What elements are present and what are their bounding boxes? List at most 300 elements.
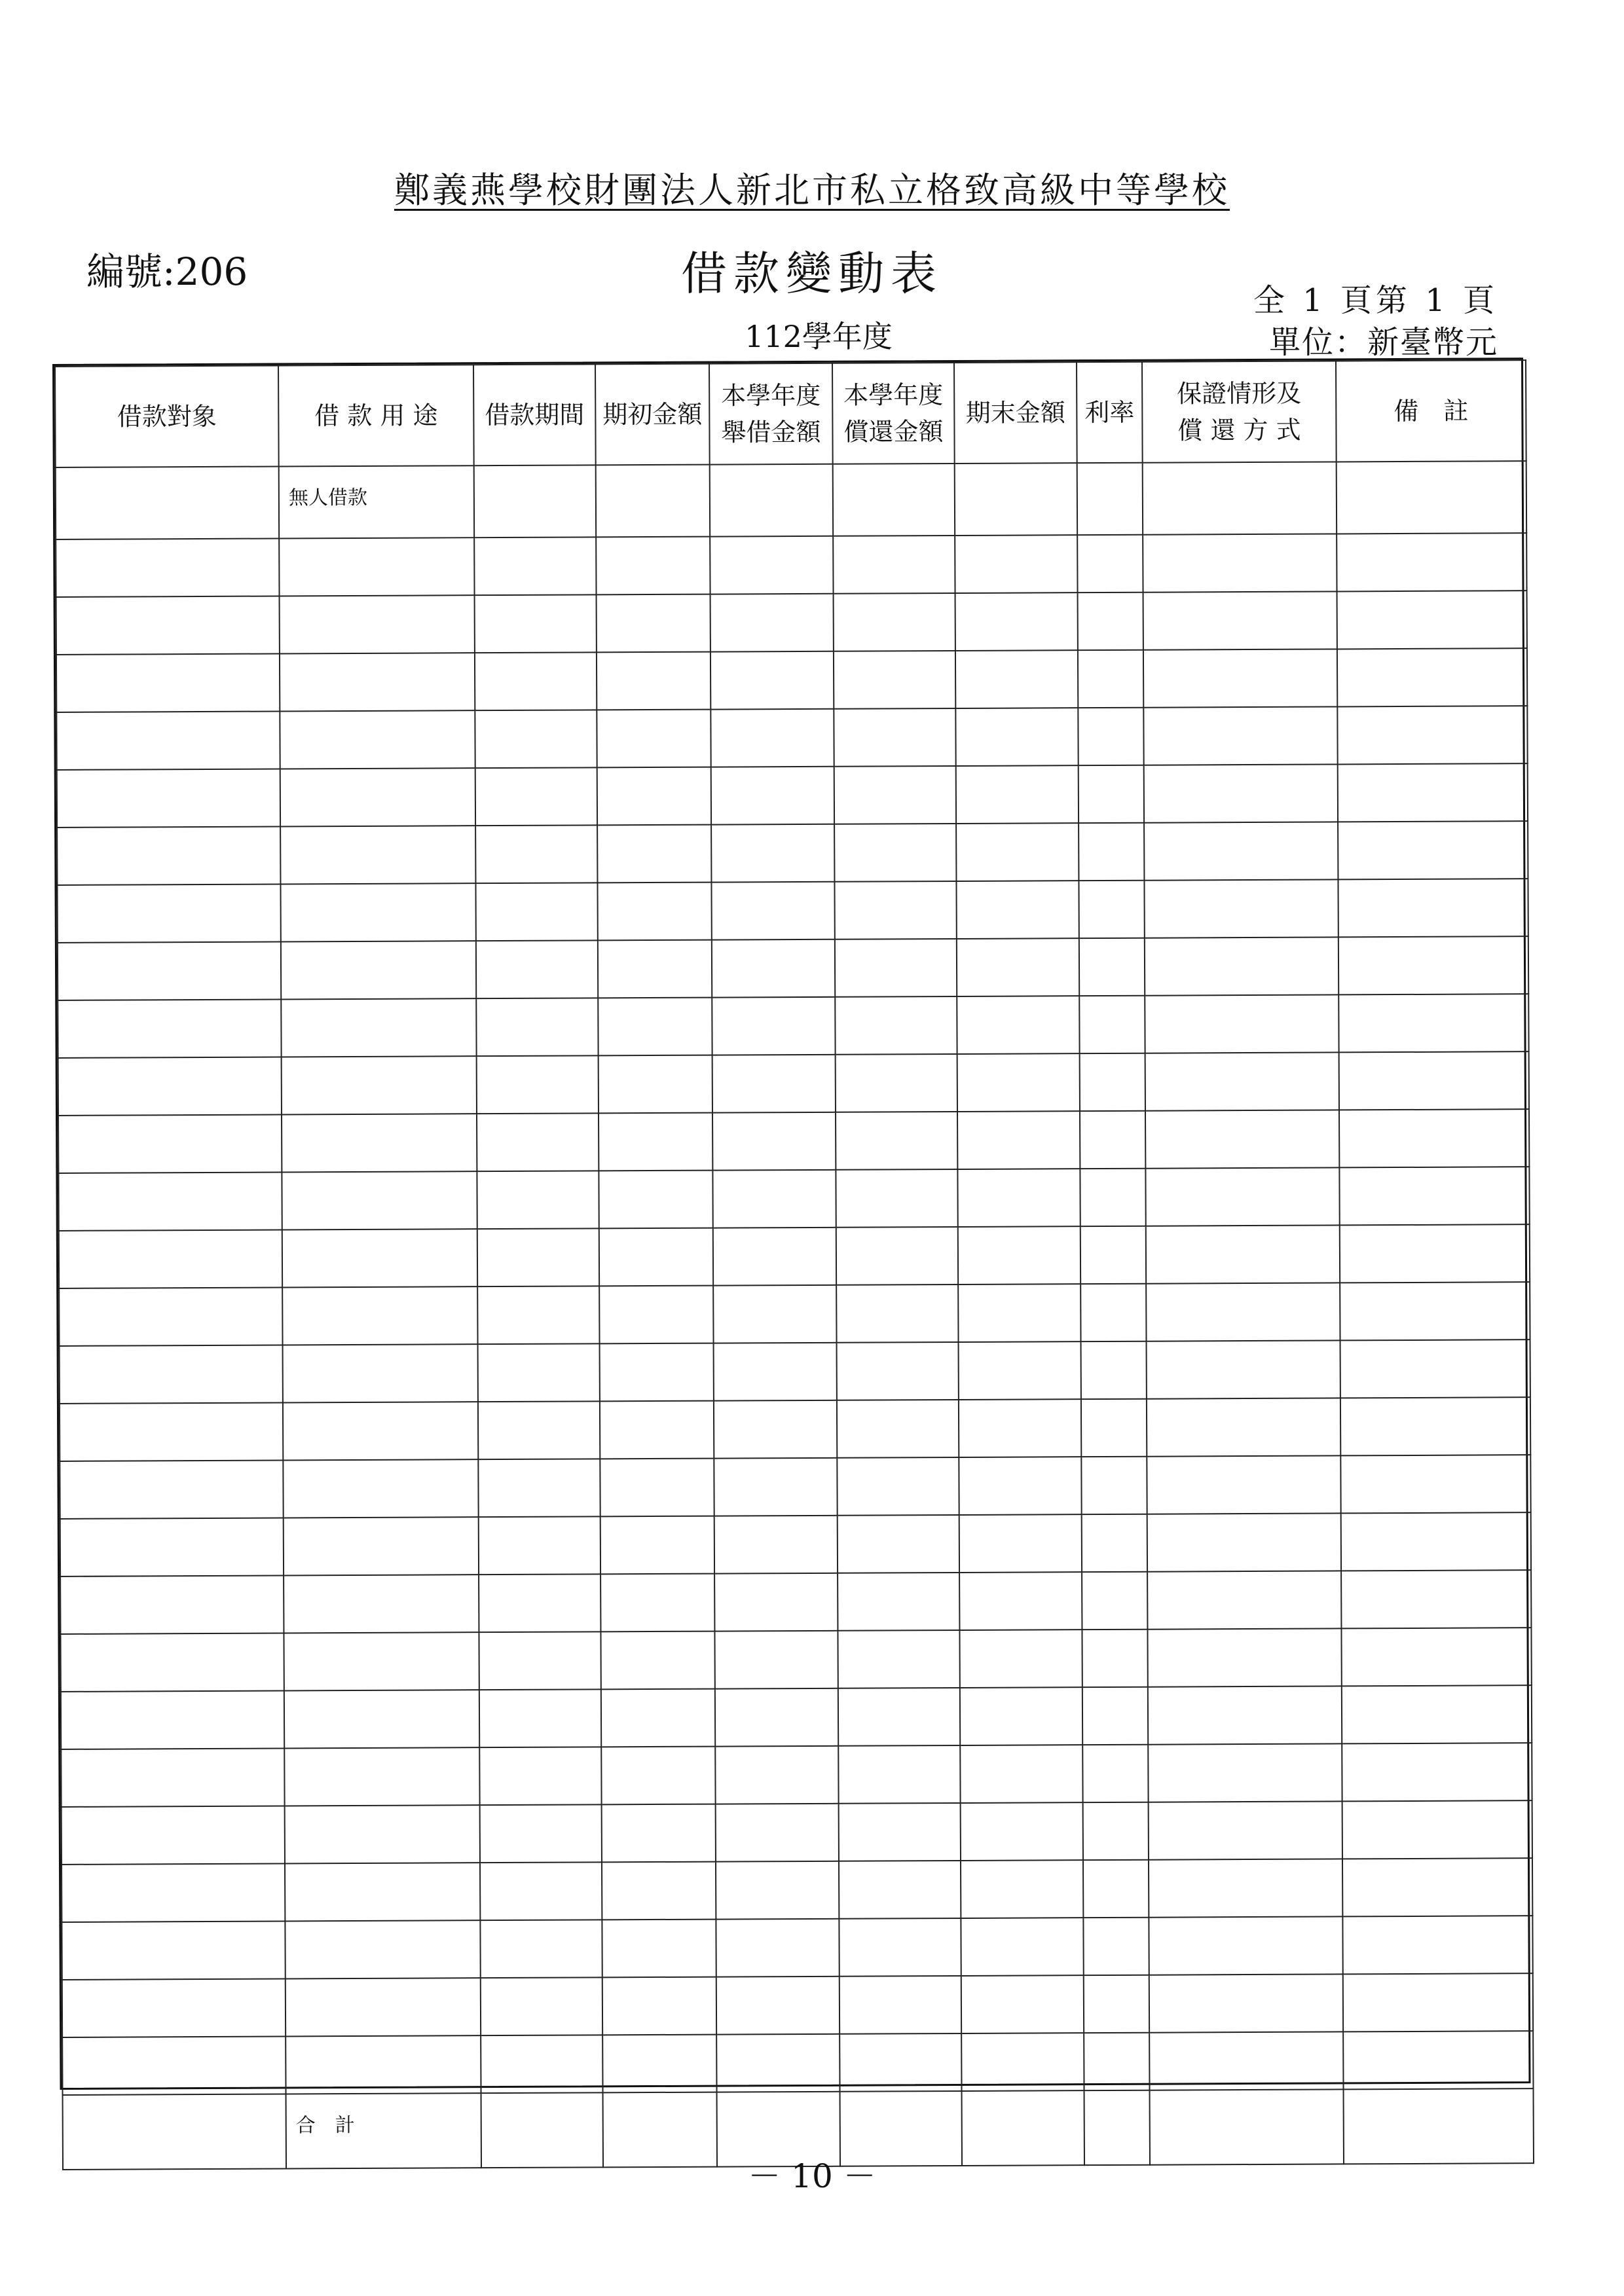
table-cell <box>478 1343 600 1402</box>
column-header-opening-amount: 期初金額 <box>595 364 710 465</box>
table-cell <box>61 1690 284 1749</box>
table-cell <box>1337 461 1526 534</box>
table-cell <box>479 1689 601 1747</box>
table-cell <box>837 1457 959 1516</box>
table-cell <box>1341 1628 1531 1686</box>
table-cell <box>283 1459 478 1518</box>
column-header-closing-amount: 期末金額 <box>954 362 1077 464</box>
table-cell <box>1078 708 1143 765</box>
table-cell <box>596 465 710 538</box>
table-cell <box>1343 2031 1533 2089</box>
table-cell <box>712 1055 836 1113</box>
table-cell <box>62 1978 286 2037</box>
table-cell <box>955 535 1077 593</box>
table-cell <box>1337 591 1527 649</box>
table-cell <box>833 464 955 536</box>
table-cell <box>280 653 475 711</box>
loan-change-table <box>52 357 1530 2138</box>
table-cell <box>481 1977 602 2035</box>
table-cell <box>961 1802 1083 1861</box>
table-cell <box>955 592 1078 651</box>
table-cell <box>1083 1802 1149 1860</box>
table-row <box>58 994 1528 1058</box>
table-cell <box>60 1575 284 1633</box>
table-cell <box>58 1114 282 1173</box>
table-cell <box>598 998 712 1056</box>
table-cell <box>839 1803 961 1861</box>
table-cell <box>1143 706 1337 765</box>
table-cell <box>834 881 956 939</box>
table-cell <box>1149 1974 1343 2032</box>
currency-unit: 單位：新臺幣元 <box>1268 324 1498 361</box>
table-cell <box>835 996 957 1055</box>
table-cell <box>280 768 475 826</box>
table-cell <box>840 1976 961 2034</box>
table-cell <box>958 1226 1080 1285</box>
table-cell <box>56 538 279 596</box>
table-cell <box>1082 1630 1147 1687</box>
table-cell <box>961 1918 1083 1976</box>
table-cell <box>959 1457 1081 1515</box>
table-cell <box>286 2035 481 2094</box>
table-cell <box>955 708 1078 766</box>
table-row <box>58 936 1528 1000</box>
table-cell <box>716 2034 840 2092</box>
table-cell <box>1079 765 1144 823</box>
table-cell <box>958 1284 1080 1342</box>
total-label: 合 計 <box>286 2093 481 2168</box>
table-cell <box>836 1169 957 1228</box>
table-cell <box>1338 936 1528 994</box>
table-cell <box>713 1228 836 1286</box>
table-cell <box>957 1169 1080 1227</box>
table-cell <box>280 595 475 653</box>
table-cell <box>56 596 280 654</box>
table-cell <box>475 652 597 710</box>
table-cell <box>479 1516 600 1575</box>
table-cell <box>599 1113 712 1171</box>
table-cell <box>600 1401 714 1459</box>
table-cell <box>602 1977 716 2035</box>
table-cell <box>957 938 1079 996</box>
table-cell <box>477 1055 599 1114</box>
table-cell <box>284 1747 479 1806</box>
table-cell <box>480 1804 602 1863</box>
column-header-borrowed-amount: 本學年度 舉借金額 <box>709 363 833 465</box>
table-cell <box>838 1573 959 1631</box>
table-cell <box>714 1458 837 1516</box>
table-cell <box>1341 1512 1531 1571</box>
table-cell <box>597 652 710 710</box>
table-cell <box>1338 821 1528 879</box>
table-cell <box>1084 1975 1149 2033</box>
table-cell <box>1343 1973 1533 2032</box>
table-cell <box>1080 1111 1145 1169</box>
table-cell <box>1340 1339 1530 1398</box>
table-cell <box>711 882 834 940</box>
table-cell <box>599 1055 712 1114</box>
column-header-interest-rate: 利率 <box>1077 362 1143 463</box>
table-cell <box>474 537 596 595</box>
table-cell <box>959 1572 1082 1630</box>
table-row <box>56 648 1527 712</box>
table-cell <box>477 1228 599 1286</box>
table-cell <box>480 1920 602 1978</box>
table-cell <box>474 465 596 538</box>
table-cell <box>956 823 1079 881</box>
table-cell <box>283 1402 478 1460</box>
table-cell <box>1082 1745 1148 1802</box>
table-cell <box>60 1402 283 1461</box>
table-row <box>59 1224 1530 1288</box>
table-cell <box>1147 1455 1340 1514</box>
table-cell <box>481 2035 602 2093</box>
table-row <box>59 1282 1530 1346</box>
page-number: － 10 － <box>748 2157 876 2195</box>
document-title: 借款變動表 <box>681 247 943 301</box>
column-header-remarks: 備 註 <box>1336 360 1526 462</box>
table-cell <box>714 1631 838 1689</box>
column-header-repaid-amount: 本學年度 償還金額 <box>832 363 955 464</box>
table-cell <box>836 1112 957 1170</box>
table-cell <box>833 536 955 594</box>
table-cell <box>1342 1685 1532 1743</box>
table-cell <box>714 1343 837 1401</box>
table-cell <box>1147 1628 1341 1686</box>
table-cell <box>602 1804 716 1863</box>
table-row <box>58 1109 1529 1173</box>
table-cell <box>1143 462 1337 534</box>
table-cell <box>1146 1225 1340 1283</box>
table-cell-purpose: 無人借款 <box>279 465 474 538</box>
table-cell <box>1077 535 1143 592</box>
table-cell <box>282 1286 477 1345</box>
table-cell <box>835 939 957 997</box>
table-cell <box>1082 1687 1148 1745</box>
table-cell <box>56 653 280 712</box>
table-row <box>61 1743 1532 1807</box>
table-cell <box>1148 1686 1342 1744</box>
table-cell <box>475 825 597 883</box>
table-cell <box>57 769 280 827</box>
table-cell <box>1340 1282 1530 1340</box>
table-cell <box>1081 1341 1147 1399</box>
table-cell <box>834 766 956 824</box>
table-cell <box>1342 1858 1532 1916</box>
table-cell <box>1145 1167 1339 1226</box>
table-cell <box>1080 1169 1145 1226</box>
table-cell <box>1149 1916 1342 1975</box>
table-cell <box>711 824 834 883</box>
table-cell <box>596 537 710 595</box>
table-cell <box>282 1114 477 1172</box>
table-cell <box>956 881 1079 939</box>
table-cell <box>837 1400 959 1458</box>
table-cell <box>282 1056 477 1114</box>
table-cell <box>710 594 834 652</box>
table-cell <box>58 941 281 1000</box>
table-cell <box>60 1345 283 1403</box>
table-cell <box>1083 1918 1149 1975</box>
table-row <box>60 1397 1530 1461</box>
table-row <box>56 706 1527 770</box>
table-cell <box>838 1630 959 1688</box>
table-cell <box>597 594 710 653</box>
table-cell <box>714 1516 838 1574</box>
table-cell <box>602 1862 716 1920</box>
table-cell <box>714 1400 837 1459</box>
table-cell <box>476 940 598 998</box>
table-row <box>60 1339 1530 1404</box>
table-row <box>62 2031 1533 2095</box>
table-cell <box>476 998 598 1056</box>
table-cell <box>712 939 835 998</box>
table-cell <box>839 1861 961 1919</box>
table-cell <box>475 710 597 768</box>
table-cell <box>1145 1110 1339 1168</box>
table-cell <box>1079 823 1144 881</box>
table-cell <box>1084 2033 1149 2090</box>
table-cell <box>478 1459 600 1517</box>
table-cell <box>715 1746 838 1804</box>
table-cell <box>959 1341 1081 1400</box>
table-cell <box>599 1228 713 1286</box>
table-cell <box>60 1518 284 1576</box>
table-cell <box>1146 1283 1340 1341</box>
table-cell <box>599 1171 712 1229</box>
table-cell <box>710 709 834 767</box>
table-cell <box>956 765 1079 824</box>
table-cell <box>280 883 475 941</box>
table-cell <box>597 767 711 826</box>
table-cell <box>1077 463 1143 535</box>
table-cell <box>838 1688 960 1746</box>
table-cell <box>1147 1513 1341 1571</box>
table-cell <box>62 1863 285 1922</box>
table-cell <box>58 1057 282 1115</box>
table-cell <box>602 1920 716 1978</box>
table-cell <box>836 1227 958 1285</box>
table-row <box>62 1973 1533 2037</box>
table-cell <box>1338 763 1528 822</box>
table-cell <box>714 1573 838 1631</box>
table-cell <box>1342 1800 1532 1859</box>
table-cell <box>1339 1167 1529 1225</box>
table-cell <box>480 1862 602 1920</box>
table-cell <box>713 1285 836 1343</box>
table-cell <box>280 710 475 769</box>
table-cell <box>1342 1743 1532 1801</box>
fiscal-year: 112學年度 <box>745 319 893 354</box>
table-cell <box>959 1514 1082 1573</box>
table-cell <box>1078 650 1143 708</box>
table-cell <box>598 940 712 998</box>
table-cell <box>961 1860 1083 1918</box>
table-cell <box>957 1111 1080 1169</box>
table-cell <box>711 767 834 825</box>
table-cell <box>280 826 475 884</box>
table-cell <box>597 710 710 768</box>
table-cell <box>1337 648 1527 706</box>
table-cell <box>477 1286 599 1344</box>
table-cell <box>1149 1801 1342 1859</box>
table-cell <box>838 1745 960 1804</box>
table-cell <box>1145 1052 1339 1110</box>
table-cell <box>601 1747 715 1805</box>
table-cell <box>834 708 955 767</box>
table-cell <box>715 1688 838 1747</box>
table-cell <box>1337 533 1526 591</box>
table-cell <box>285 1920 480 1978</box>
table-cell <box>834 824 956 882</box>
table-cell <box>601 1689 715 1747</box>
table-cell <box>1083 1860 1149 1918</box>
table-cell <box>712 997 835 1055</box>
table-cell <box>1337 706 1527 764</box>
table-row <box>56 533 1526 597</box>
table-cell <box>281 941 476 999</box>
table-cell <box>1144 822 1338 880</box>
table-cell <box>1147 1571 1341 1629</box>
table-header-row <box>55 360 1526 467</box>
table-cell <box>960 1687 1082 1745</box>
table-cell <box>959 1630 1082 1688</box>
table-cell <box>60 1633 284 1691</box>
table-cell <box>600 1459 714 1517</box>
table-row <box>61 1685 1532 1749</box>
table-cell <box>475 767 597 826</box>
table-cell <box>477 1171 599 1229</box>
table-cell <box>838 1515 959 1573</box>
table-cell <box>1147 1340 1340 1398</box>
table-cell <box>955 650 1078 708</box>
column-header-guarantee-repayment: 保證情形及 償 還 方 式 <box>1142 361 1337 462</box>
table-cell <box>56 466 279 539</box>
table-cell <box>1143 591 1337 649</box>
table-cell <box>957 996 1079 1054</box>
organization-name: 鄭義燕學校財團法人新北市私立格致高級中等學校 <box>394 170 1230 211</box>
table-cell <box>282 1171 477 1230</box>
column-header-period: 借款期間 <box>473 364 596 465</box>
table-cell <box>961 1975 1084 2033</box>
table-cell <box>716 1977 840 2035</box>
table-cell <box>712 1170 836 1228</box>
table-cell <box>285 1863 480 1921</box>
table-cell <box>1081 1399 1147 1457</box>
table-cell <box>710 651 834 710</box>
table-row <box>60 1570 1531 1634</box>
table-cell <box>1339 1051 1529 1110</box>
table-cell <box>957 1053 1080 1112</box>
table-cell <box>836 1285 958 1343</box>
table-cell <box>600 1631 714 1690</box>
table-cell <box>57 884 280 942</box>
table-cell <box>1080 1226 1146 1284</box>
table-cell <box>1148 1743 1342 1802</box>
table-cell <box>58 1172 282 1230</box>
page-info: 全 1 頁第 1 頁 <box>1253 282 1498 319</box>
table-cell <box>281 998 476 1057</box>
table-cell <box>716 1804 839 1862</box>
table-cell <box>279 538 474 596</box>
table-cell <box>58 999 281 1057</box>
table-cell <box>56 711 280 769</box>
table-cell <box>60 1460 283 1518</box>
table-cell <box>1144 764 1338 822</box>
table-cell <box>475 594 597 653</box>
table-cell <box>1082 1572 1147 1630</box>
table-cell <box>1340 1397 1530 1455</box>
table-cell <box>710 536 833 594</box>
table-row <box>58 1167 1529 1231</box>
table-cell <box>62 1806 285 1864</box>
table-cell <box>285 1805 480 1863</box>
table-cell <box>1340 1455 1530 1513</box>
table-cell <box>1145 994 1338 1053</box>
table-cell <box>477 1113 599 1171</box>
table-cell <box>597 883 711 941</box>
table-cell <box>1338 879 1528 937</box>
table-cell <box>479 1574 600 1632</box>
table-cell <box>1080 1053 1145 1111</box>
table-cell <box>837 1342 959 1400</box>
table-cell <box>840 2033 961 2092</box>
table-cell <box>1143 534 1337 592</box>
table-cell <box>59 1287 282 1345</box>
table-cell <box>961 2033 1084 2091</box>
table-cell <box>716 1861 839 1920</box>
table-cell <box>836 1054 957 1112</box>
table-row <box>56 591 1527 655</box>
table-cell <box>284 1632 479 1690</box>
form-number: 編號:206 <box>86 249 248 294</box>
table-row <box>60 1628 1531 1692</box>
table-row <box>60 1512 1531 1576</box>
table-cell <box>602 2035 716 2093</box>
table-row <box>56 461 1526 539</box>
table-cell <box>834 651 955 709</box>
table-cell <box>716 1919 839 1977</box>
table-cell <box>479 1747 601 1805</box>
table-cell <box>1341 1570 1531 1628</box>
table-cell <box>282 1229 477 1287</box>
table-row <box>62 1800 1532 1865</box>
table-cell <box>284 1575 479 1633</box>
table-cell <box>1144 879 1338 938</box>
table-cell <box>839 1918 961 1977</box>
table-row <box>60 1455 1530 1519</box>
table-cell <box>1078 592 1143 650</box>
table-cell <box>1143 649 1337 707</box>
table-cell <box>1145 937 1338 995</box>
table-cell <box>286 1978 481 2036</box>
table-cell <box>1082 1514 1147 1572</box>
table-cell <box>599 1286 713 1344</box>
table-cell <box>478 1401 600 1459</box>
table-cell <box>1339 1109 1529 1167</box>
table-cell <box>61 1748 284 1806</box>
table-cell <box>597 825 711 883</box>
table-cell <box>955 463 1077 536</box>
table-cell <box>1079 996 1145 1053</box>
table-cell <box>1079 881 1144 938</box>
table-cell <box>959 1399 1081 1457</box>
table-cell <box>960 1745 1082 1803</box>
table-cell <box>1147 1398 1340 1456</box>
table-cell <box>284 1690 479 1748</box>
table-row <box>62 1858 1532 1922</box>
table-cell <box>1149 2032 1343 2090</box>
